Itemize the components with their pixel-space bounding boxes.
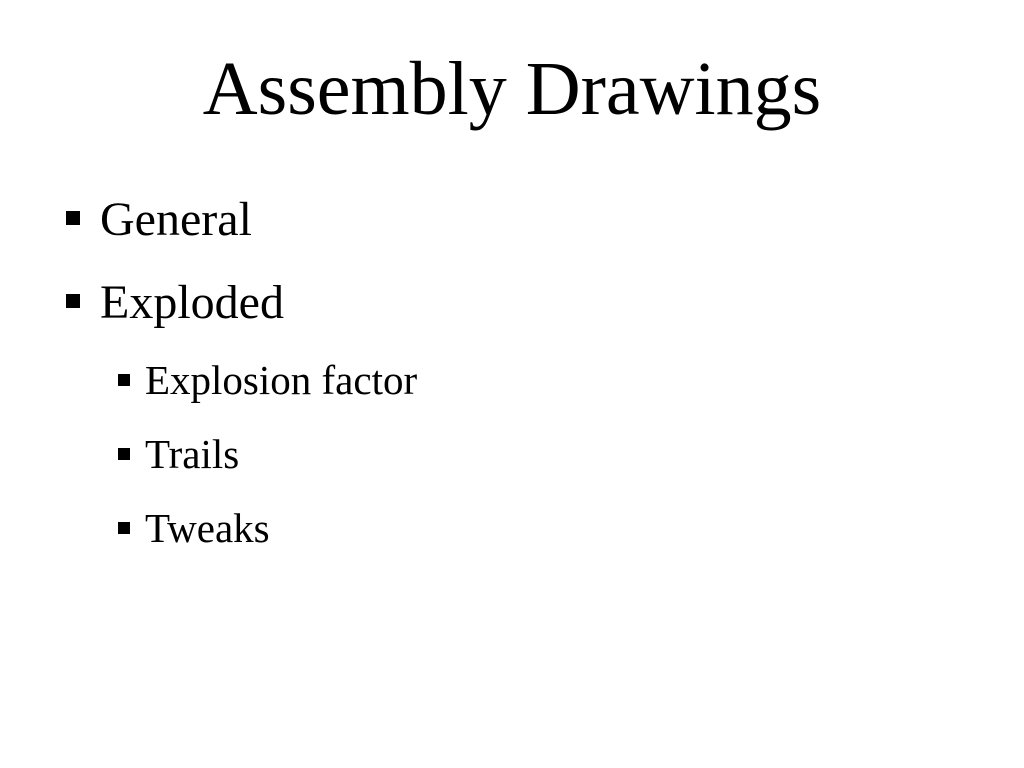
sub-bullet-text: Explosion factor bbox=[145, 357, 418, 403]
square-bullet-icon bbox=[66, 294, 80, 308]
sub-bullet-item-trails bbox=[118, 430, 239, 478]
slide-title: Assembly Drawings bbox=[202, 47, 822, 131]
bullet-text: Exploded bbox=[100, 276, 284, 329]
square-bullet-icon bbox=[118, 522, 130, 534]
bullet-text: General bbox=[100, 193, 252, 246]
bullet-item-general bbox=[66, 192, 252, 248]
square-bullet-icon bbox=[118, 448, 130, 460]
sub-bullet-text: Tweaks bbox=[145, 505, 270, 551]
sub-bullet-text: Trails bbox=[145, 431, 240, 477]
sub-bullet-item-explosion-factor bbox=[118, 356, 417, 404]
square-bullet-icon bbox=[66, 211, 80, 225]
square-bullet-icon bbox=[118, 374, 130, 386]
bullet-item-exploded bbox=[66, 275, 284, 331]
sub-bullet-item-tweaks bbox=[118, 504, 270, 552]
